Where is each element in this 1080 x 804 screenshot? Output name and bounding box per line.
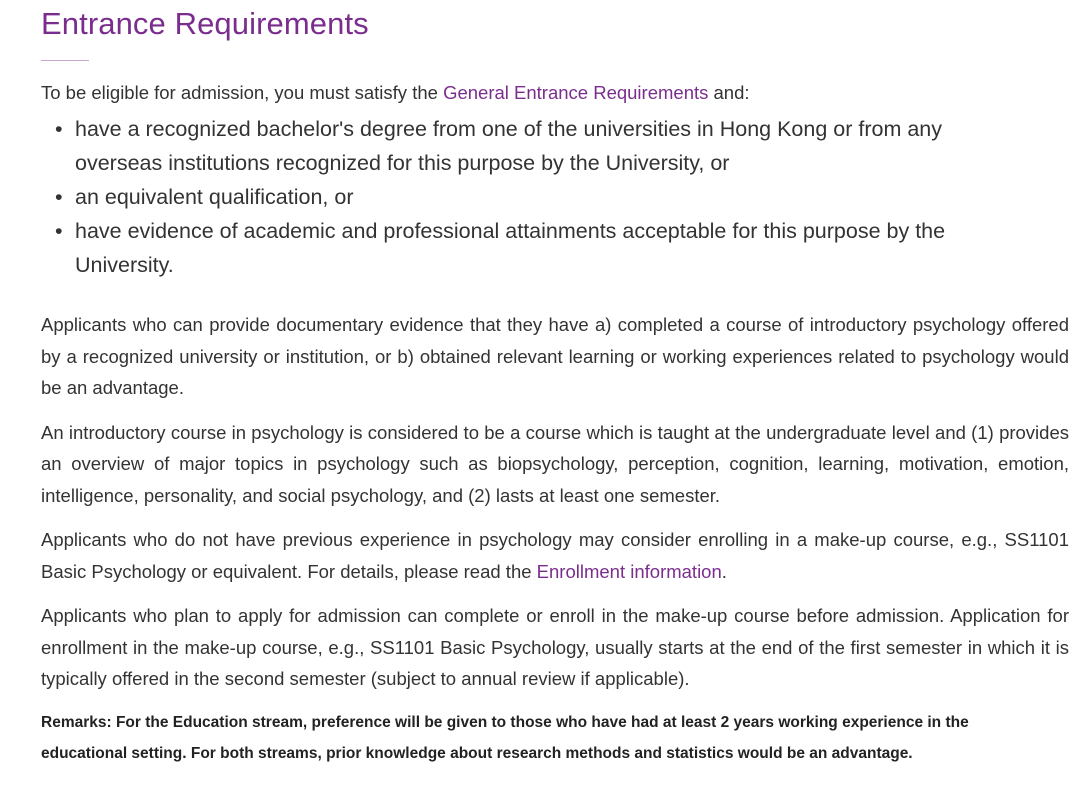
intro-text-after: and: bbox=[708, 82, 750, 103]
bullet-dot-icon: • bbox=[55, 117, 63, 141]
requirement-text: have a recognized bachelor's degree from one of the universities in Hong Kong or from any overseas institutions recognized for this purpose by the University, or bbox=[75, 117, 942, 175]
title-divider bbox=[41, 60, 89, 61]
paragraph-make-up-text: Applicants who do not have previous experience in psychology may consider enrolling in a make-up course, e.g., SS1101 Basic Psychology or equivalent. For details, please read the bbox=[41, 529, 1069, 582]
requirement-item bbox=[41, 112, 1035, 180]
paragraph-make-up-course bbox=[41, 524, 1069, 587]
paragraph-application-timing: Applicants who plan to apply for admission can complete or enroll in the make-up course before admission. Application for enrollment in the make-up course, e.g., SS1101 Basic Psychology, usually starts at the end of the first semester in which it is typically offered in the second semester (subject to annual review if applicable). bbox=[41, 605, 1069, 689]
bullet-dot-icon: • bbox=[55, 185, 63, 209]
requirement-text: an equivalent qualification, or bbox=[75, 185, 354, 209]
requirements-list bbox=[41, 112, 1069, 282]
requirement-item bbox=[41, 214, 1035, 282]
paragraph-introductory-course: An introductory course in psychology is considered to be a course which is taught at the undergraduate level and (1) provides an overview of major topics in psychology such as biopsychology, perception, cognition, learning, motivation, emotion, intelligence, personality, and social psychology, and (2) lasts at least one semester. bbox=[41, 421, 1069, 506]
paragraph-documentary-evidence: Applicants who can provide documentary evidence that they have a) completed a course of introductory psychology offered by a recognized university or institution, or b) obtained relevant learning or working experiences related to psychology would be an advantage. bbox=[41, 314, 1069, 398]
general-entrance-requirements-link[interactable]: General Entrance Requirements bbox=[443, 82, 709, 103]
main-content bbox=[41, 0, 1069, 769]
intro-text bbox=[41, 80, 1069, 106]
intro-text-before: To be eligible for admission, you must satisfy the bbox=[41, 82, 444, 103]
paragraph-make-up-end: . bbox=[721, 560, 727, 582]
page-title: Entrance Requirements bbox=[41, 6, 369, 41]
requirement-text: have evidence of academic and professional attainments acceptable for this purpose by the University. bbox=[75, 219, 946, 277]
bullet-dot-icon: • bbox=[55, 219, 63, 243]
remarks-text: Remarks: For the Education stream, preference will be given to those who have had at least 2 years working experience in the educational setting. For both streams, prior knowledge about research methods and statistics would be an advantage. bbox=[41, 713, 969, 762]
requirement-item bbox=[41, 180, 1035, 214]
enrollment-information-link[interactable]: Enrollment information bbox=[536, 560, 722, 582]
